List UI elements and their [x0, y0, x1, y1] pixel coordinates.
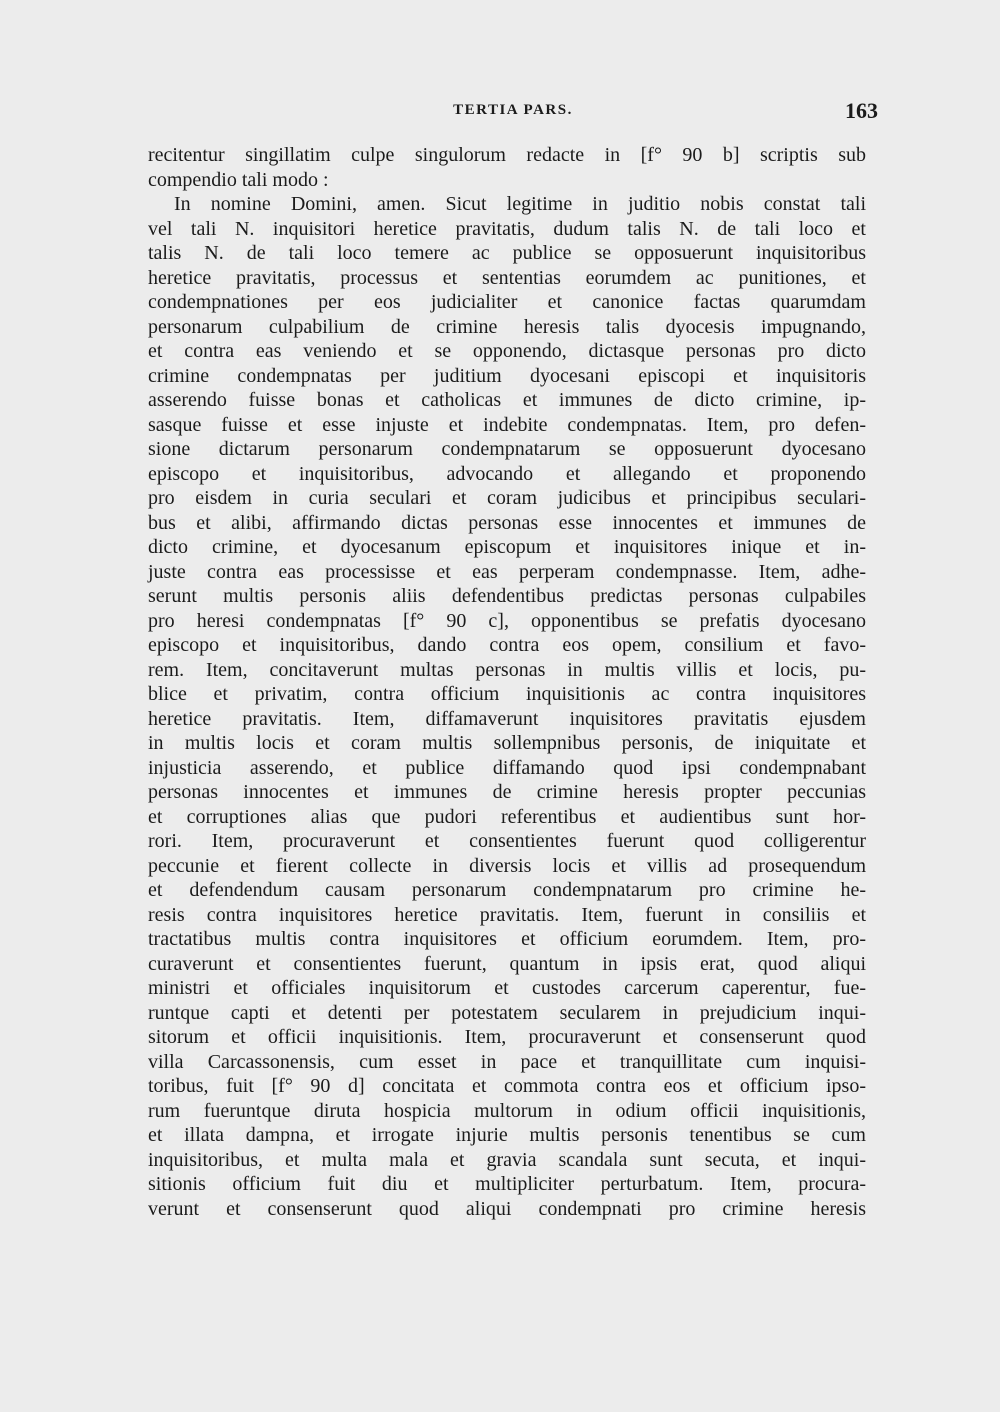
text-line: sitorum et officii inquisitionis. Item, procuraverunt et consenserunt quod	[148, 1026, 866, 1048]
text-line: condempnationes per eos judicialiter et canonice factas quarumdam	[148, 291, 866, 313]
text-line: rem. Item, concitaverunt multas personas in multis villis et locis, pu-	[148, 658, 866, 681]
body-text	[148, 143, 866, 1221]
running-title: TERTIA PARS.	[453, 102, 573, 118]
text-line: sione dictarum personarum condempnatarum se opposuerunt dyocesano	[148, 438, 866, 460]
text-line: recitentur singillatim culpe singulorum redacte in [f° 90 b] scriptis sub	[148, 144, 866, 166]
text-line: talis N. de tali loco temere ac publice se opposuerunt inquisitoribus	[148, 242, 866, 264]
text-line: heretice pravitatis. Item, diffamaverunt inquisitores pravitatis ejusdem	[148, 707, 866, 730]
text-line: injusticia asserendo, et publice diffamando quod ipsi condempnabant	[148, 756, 866, 779]
text-line: toribus, fuit [f° 90 d] concitata et commota contra eos et officium ipso-	[148, 1075, 866, 1097]
text-line: tractatibus multis contra inquisitores et officium eorumdem. Item, pro-	[148, 928, 866, 950]
text-line: episcopo et inquisitoribus, advocando et allegando et proponendo	[148, 462, 866, 485]
text-line: dicto crimine, et dyocesanum episcopum et inquisitores inique et in-	[148, 536, 866, 558]
text-line: verunt et consenserunt quod aliqui condempnati pro crimine heresis	[148, 1197, 866, 1220]
running-head	[148, 98, 878, 132]
text-line: personarum culpabilium de crimine heresis talis dyocesis impugnando,	[148, 315, 866, 338]
text-line: villa Carcassonensis, cum esset in pace et tranquillitate cum inquisi-	[148, 1050, 866, 1073]
text-line: sasque fuisse et esse injuste et indebite condempnatas. Item, pro defen-	[148, 413, 866, 436]
text-line: pro eisdem in curia seculari et coram judicibus et principibus seculari-	[148, 487, 866, 509]
text-line: in multis locis et coram multis sollempnibus personis, de iniquitate et	[148, 732, 866, 754]
text-line: asserendo fuisse bonas et catholicas et immunes de dicto crimine, ip-	[148, 389, 866, 411]
text-line: blice et privatim, contra officium inquisitionis ac contra inquisitores	[148, 683, 866, 705]
text-line: pro heresi condempnatas [f° 90 c], opponentibus se prefatis dyocesano	[148, 609, 866, 632]
text-line: et defendendum causam personarum condempnatarum pro crimine he-	[148, 879, 866, 901]
text-line: rori. Item, procuraverunt et consentientes fuerunt quod colligerentur	[148, 830, 866, 852]
text-line: et corruptiones alias que pudori referentibus et audientibus sunt hor-	[148, 805, 866, 828]
text-line: episcopo et inquisitoribus, dando contra eos opem, consilium et favo-	[148, 634, 866, 656]
text-line: heretice pravitatis, processus et sententias eorumdem ac punitiones, et	[148, 266, 866, 289]
text-line: et illata dampna, et irrogate injurie multis personis tenentibus se cum	[148, 1124, 866, 1146]
text-line: bus et alibi, affirmando dictas personas esse innocentes et immunes de	[148, 511, 866, 534]
text-line: sitionis officium fuit diu et multipliciter perturbatum. Item, procura-	[148, 1173, 866, 1195]
page-number: 163	[845, 98, 878, 123]
text-line: vel tali N. inquisitori heretice pravitatis, dudum talis N. de tali loco et	[148, 217, 866, 240]
text-line: juste contra eas processisse et eas perperam condempnasse. Item, adhe-	[148, 560, 866, 583]
text-line: runtque capti et detenti per potestatem secularem in prejudicium inqui-	[148, 1001, 866, 1024]
text-line: curaverunt et consentientes fuerunt, quantum in ipsis erat, quod aliqui	[148, 952, 866, 975]
text-line: personas innocentes et immunes de crimine heresis propter peccunias	[148, 781, 866, 803]
text-line: resis contra inquisitores heretice pravitatis. Item, fuerunt in consiliis et	[148, 903, 866, 926]
text-line: crimine condempnatas per juditium dyocesani episcopi et inquisitoris	[148, 364, 866, 387]
text-line: ministri et officiales inquisitorum et custodes carcerum caperentur, fue-	[148, 977, 866, 999]
text-line: In nomine Domini, amen. Sicut legitime in juditio nobis constat tali	[174, 193, 866, 215]
text-line: serunt multis personis aliis defendentibus predictas personas culpabiles	[148, 585, 866, 607]
text-line: rum fueruntque diruta hospicia multorum in odium officii inquisitionis,	[148, 1099, 866, 1122]
text-line: compendio tali modo :	[148, 168, 329, 191]
text-line: inquisitoribus, et multa mala et gravia scandala sunt secuta, et inqui-	[148, 1148, 866, 1171]
text-line: peccunie et fierent collecte in diversis locis et villis ad prosequendum	[148, 854, 866, 877]
text-line: et contra eas veniendo et se opponendo, dictasque personas pro dicto	[148, 340, 866, 362]
